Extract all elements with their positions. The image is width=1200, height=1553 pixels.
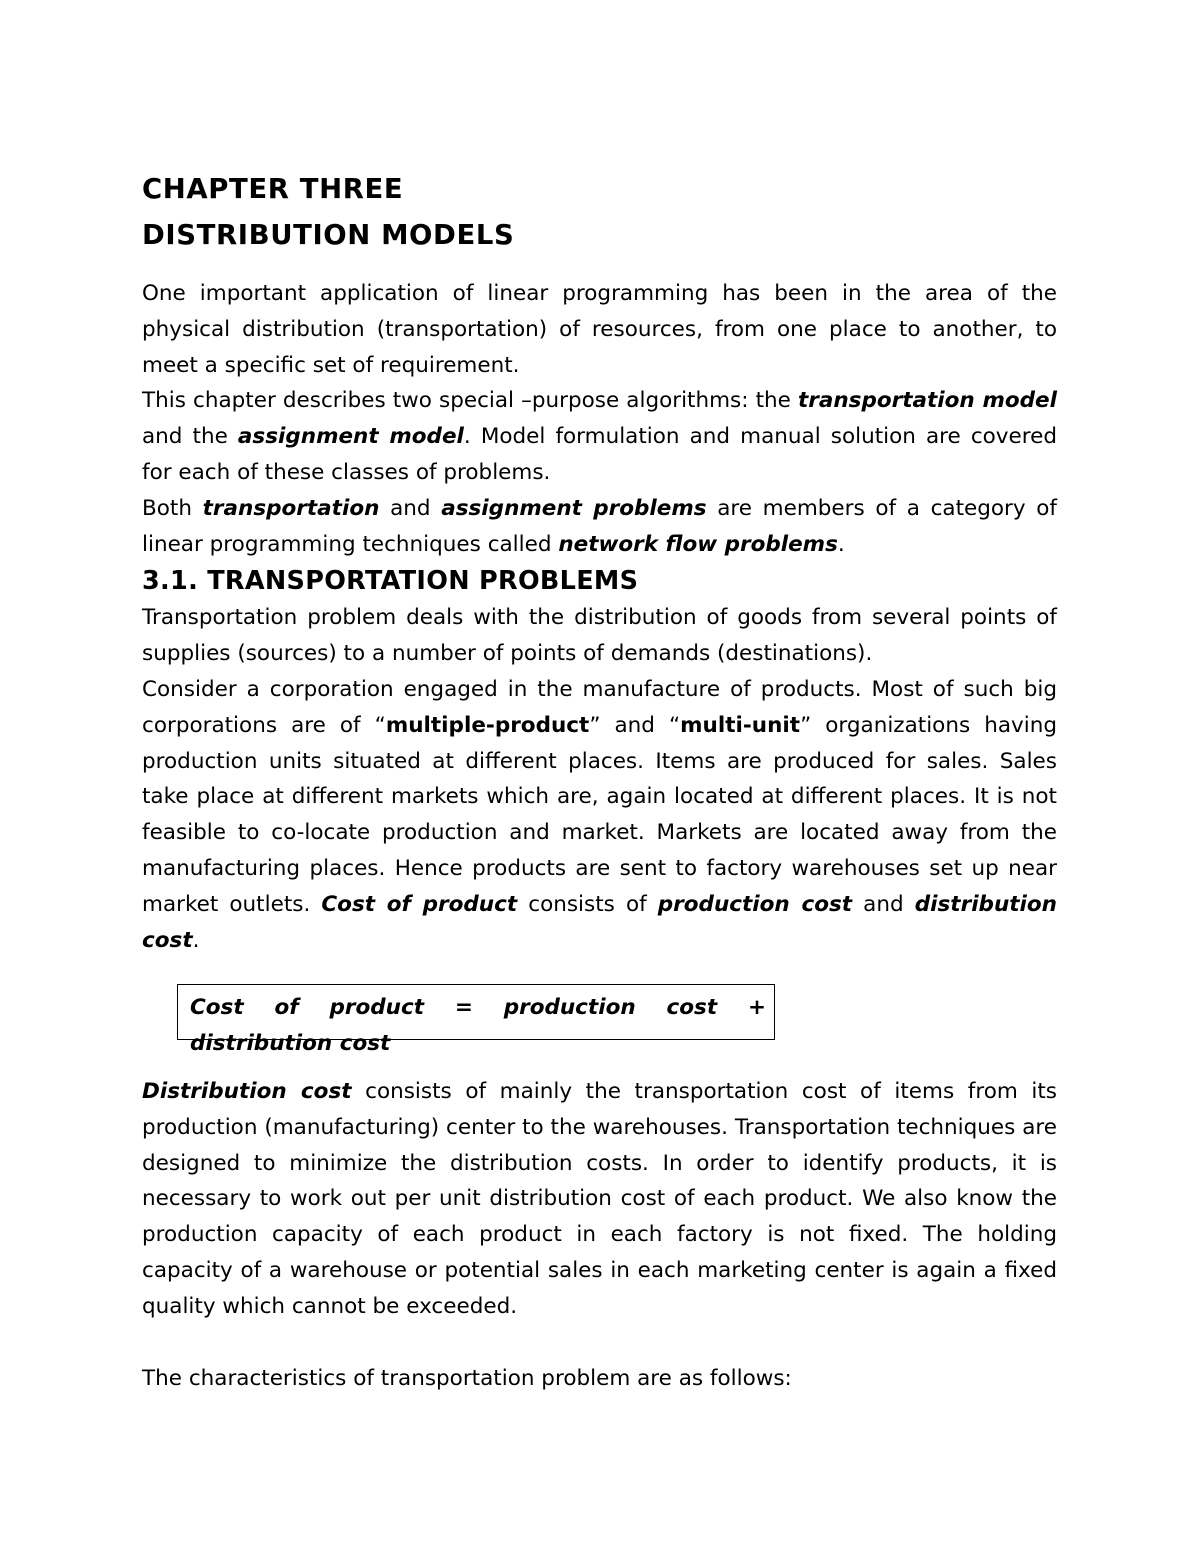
section-paragraph-1: Transportation problem deals with the distribution of goods from several points of supplies (sources) to a number of points of demands (destinations).: [142, 605, 1057, 667]
text-run: This chapter describes two special –purpose algorithms: the: [142, 388, 798, 414]
term-assignment-problems: assignment problems: [441, 495, 707, 521]
text-run: consists of: [517, 891, 658, 917]
term-multiple-product: multiple-product: [385, 712, 590, 738]
text-run: are members of a category of linear programming techniques called: [142, 495, 1057, 557]
formula-box: [177, 984, 775, 1056]
term-assignment-model: assignment model: [237, 424, 464, 450]
text-run: and the: [142, 424, 238, 450]
text-run: and: [379, 495, 442, 521]
section-heading: 3.1. TRANSPORTATION PROBLEMS: [142, 566, 639, 597]
distribution-paragraph: [142, 1074, 1057, 1325]
text-run: . Model formulation and manual solution are covered for each of these classes of problems.: [142, 424, 1058, 485]
text-run: ” organizations having production units situated at different places. Items are produced for sales. Sales take place at different markets which are, again located at different places. It is not feasible to co-locate production and market. Markets are located away from the manufacturing places. Hence products are sent to factory warehouses set up near market outlets.: [142, 712, 1057, 917]
text-run: and: [852, 891, 915, 917]
term-distribution-cost-lead: Distribution cost: [142, 1079, 352, 1104]
term-transportation-model: transportation model: [797, 388, 1057, 414]
intro-paragraph-3: [142, 491, 1057, 563]
chapter-number-title: CHAPTER THREE: [142, 173, 404, 205]
text-run: .: [837, 531, 845, 557]
text-run: consists of mainly the transportation cost of items from its production (manufacturing) center to the warehouses. Transportation techniques are designed to minimize the distribution costs. In order to identify products, it is necessary to work out per unit distribution cost of each product. We also know the production capacity of each product in each factory is not fixed. The holding capacity of a warehouse or potential sales in each marketing center is again a fixed quality which cannot be exceeded.: [142, 1079, 1057, 1319]
term-transportation: transportation: [202, 495, 380, 521]
intro-paragraph-2: [142, 383, 1057, 490]
formula-line-2: distribution cost: [190, 1031, 391, 1056]
section-paragraph-2: [142, 672, 1057, 958]
characteristics-intro: The characteristics of transportation problem are as follows:: [142, 1365, 792, 1391]
intro-paragraph-1: One important application of linear programming has been in the area of the physical distribution (transportation) of resources, from one place to another, to meet a specific set of requirement.: [142, 281, 1057, 378]
chapter-title: DISTRIBUTION MODELS: [142, 219, 515, 251]
paragraph-gap: [142, 1325, 1057, 1361]
term-network-flow-problems: network flow problems: [558, 531, 838, 557]
text-run: Consider a corporation engaged in the manufacture of products. Most of such big corporations are of “: [142, 676, 1057, 738]
page-content: [142, 166, 1057, 958]
distribution-section: [142, 1074, 1057, 1396]
term-cost-of-product: Cost of product: [321, 891, 518, 917]
term-production-cost: production cost: [657, 891, 853, 917]
text-run: ” and “: [589, 712, 681, 738]
text-run: Both: [142, 495, 203, 521]
term-multi-unit: multi-unit: [680, 712, 801, 738]
formula-line-1: Cost of product = production cost +: [190, 995, 766, 1020]
text-run: .: [192, 927, 200, 953]
term-distribution-cost: distribution cost: [142, 891, 1057, 953]
